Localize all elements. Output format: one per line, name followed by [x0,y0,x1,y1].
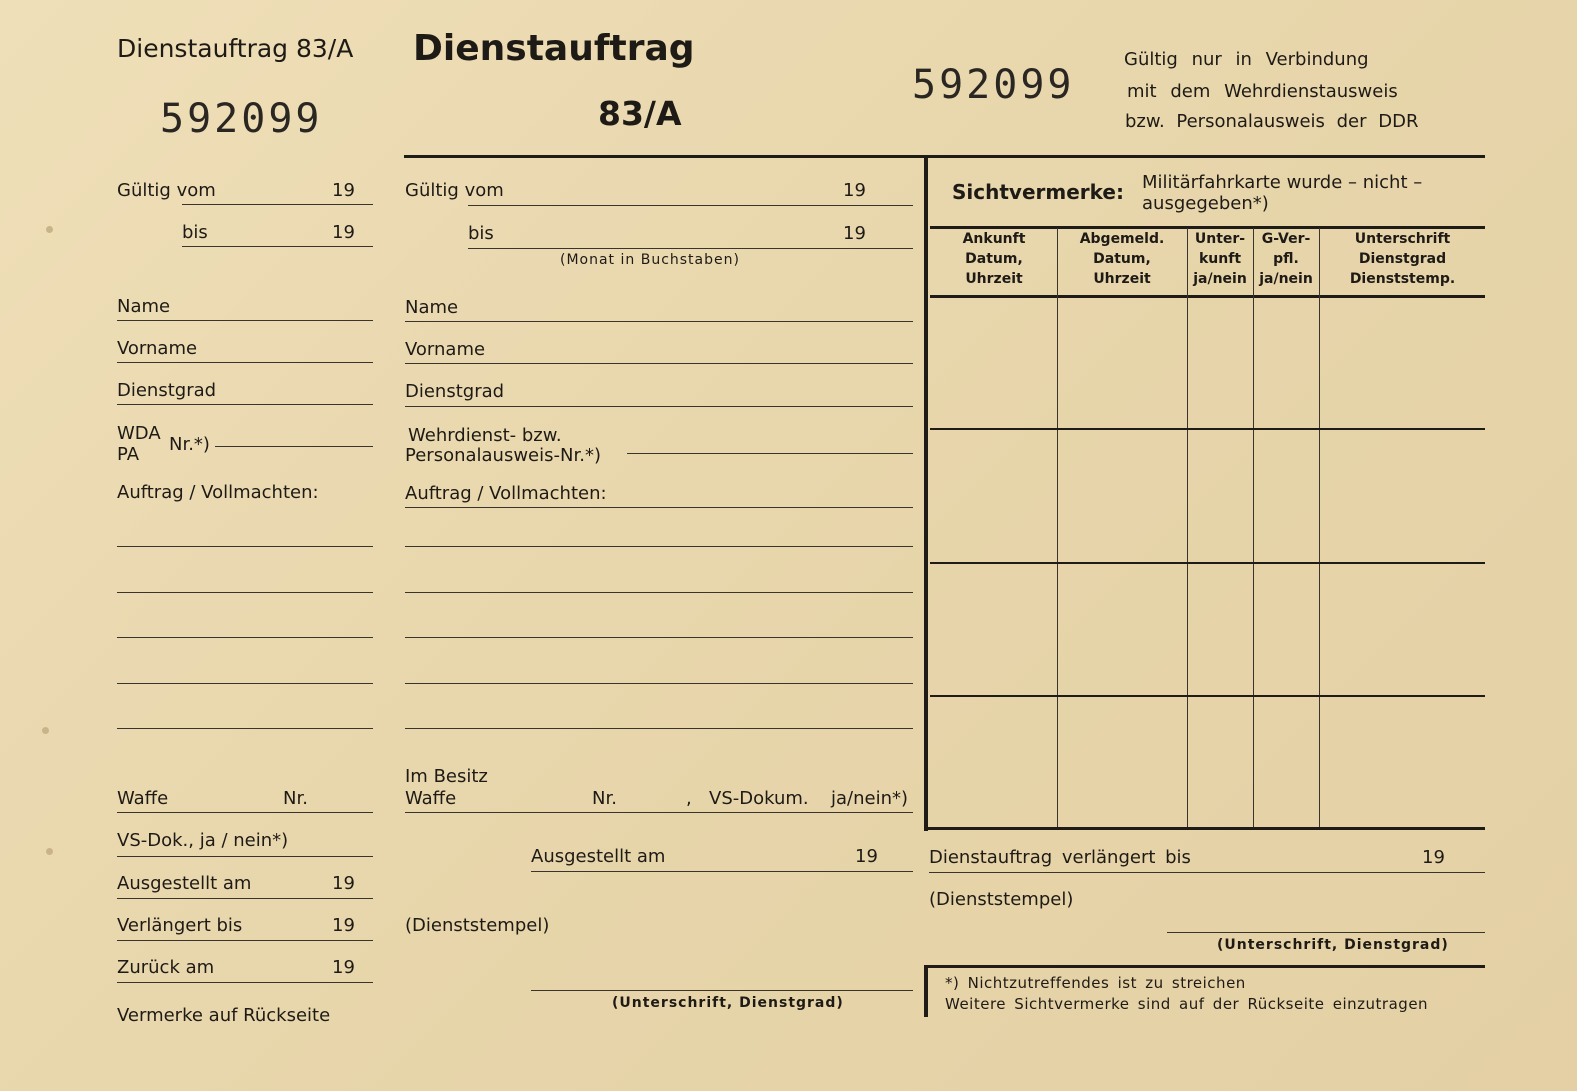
stub-issued-field[interactable] [117,898,373,899]
visa-entry-row[interactable] [930,565,1485,693]
main-vs-dok-yes-no: ja/nein*) [831,788,909,809]
visa-row-divider [930,428,1485,430]
right-serial-number: 592099 [912,62,1075,108]
stub-issued-label: Ausgestellt am [117,873,252,894]
visa-col-header-arrival: Ankunft Datum, Uhrzeit [962,231,1026,287]
visa-bottom-rule [924,827,1485,830]
punch-hole [46,226,53,233]
main-id-label-line1: Wehrdienst- bzw. [408,425,562,446]
stub-first-name-field[interactable] [117,362,373,363]
main-valid-from-field[interactable] [468,205,913,206]
main-weapon-label: Waffe [405,788,457,809]
visa-entry-row[interactable] [930,298,1485,426]
main-top-rule [404,155,926,158]
main-issued-label: Ausgestellt am [531,846,666,867]
visa-note-line2: ausgegeben*) [1142,193,1269,214]
stub-order-line-5[interactable] [117,728,373,729]
stub-serial-number: 592099 [160,96,323,142]
stub-weapon-field[interactable] [117,812,373,813]
punch-hole [46,848,53,855]
main-id-label-line2: Personalausweis-Nr.*) [405,445,601,466]
main-order-line-1[interactable] [405,546,913,547]
main-order-line-3[interactable] [405,637,913,638]
stub-pa-label: PA [117,444,140,465]
stub-extended-field[interactable] [117,940,373,941]
footnote-top-rule [924,965,1485,968]
stub-valid-from-label: Gültig vom [117,180,216,201]
stub-extended-label: Verlängert bis [117,915,243,936]
main-vs-dok-label: VS-Dokum. [709,788,809,809]
visa-left-border [924,155,928,831]
visa-entry-row[interactable] [930,431,1485,560]
stub-valid-to-label: bis [182,222,208,243]
stub-issued-year: 19 [332,873,355,894]
main-valid-to-label: bis [468,223,494,244]
main-name-field[interactable] [405,321,913,322]
main-possession-label: Im Besitz [405,766,488,787]
stub-first-name-label: Vorname [117,338,198,359]
visa-col-header-departure: Abgemeld. Datum, Uhrzeit [1079,231,1165,287]
main-stamp-label: (Dienststempel) [405,915,550,936]
main-id-field[interactable] [627,453,913,454]
main-valid-from-year: 19 [843,180,866,201]
right-validity-line1: Gültig nur in Verbindung [1124,49,1369,70]
stub-returned-label: Zurück am [117,957,215,978]
stub-name-field[interactable] [117,320,373,321]
stub-wda-label: WDA [117,423,161,444]
right-extended-field[interactable] [929,872,1485,873]
right-signature-label: (Unterschrift, Dienstgrad) [1217,937,1449,953]
visa-top-rule [924,155,1485,158]
main-subtitle: 83/A [598,94,682,133]
stub-rank-label: Dienstgrad [117,380,217,401]
stub-vs-dok-label: VS-Dok., ja / nein*) [117,830,289,851]
punch-hole [42,727,49,734]
stub-order-line-2[interactable] [117,592,373,593]
stub-order-line-4[interactable] [117,683,373,684]
stub-extended-year: 19 [332,915,355,936]
visa-row-divider [930,562,1485,564]
right-extended-year: 19 [1422,847,1445,868]
stub-remarks-note: Vermerke auf Rückseite [117,1005,331,1026]
main-valid-to-year: 19 [843,223,866,244]
main-signature-field[interactable] [531,990,913,991]
main-order-line-5[interactable] [405,728,913,729]
visa-row-divider [930,695,1485,697]
footnote-left-border [924,965,928,1017]
main-issued-field[interactable] [531,871,913,872]
right-stamp-label: (Dienststempel) [929,889,1074,910]
right-validity-line3: bzw. Personalausweis der DDR [1125,111,1419,132]
main-name-label: Name [405,297,459,318]
stub-id-nr-label: Nr.*) [169,434,210,455]
main-rank-label: Dienstgrad [405,381,505,402]
stub-order-label: Auftrag / Vollmachten: [117,482,319,503]
main-title: Dienstauftrag [413,28,695,69]
stub-valid-from-year: 19 [332,180,355,201]
main-rank-field[interactable] [405,406,913,407]
main-weapon-field[interactable] [405,812,913,813]
visa-col-header-signature: Unterschrift Dienstgrad Dienststemp. [1349,231,1456,287]
main-order-line-2[interactable] [405,592,913,593]
visa-col-header-lodging: Unter- kunft ja/nein [1193,231,1247,287]
main-first-name-field[interactable] [405,363,913,364]
main-order-line-0[interactable] [405,507,913,508]
stub-valid-to-year: 19 [332,222,355,243]
stub-order-line-1[interactable] [117,546,373,547]
stub-title: Dienstauftrag 83/A [117,34,354,63]
main-month-hint: (Monat in Buchstaben) [560,252,740,268]
visa-title: Sichtvermerke: [952,180,1124,204]
main-order-label: Auftrag / Vollmachten: [405,483,607,504]
main-valid-to-field[interactable] [468,248,913,249]
right-validity-line2: mit dem Wehrdienstausweis [1127,81,1398,102]
stub-order-line-3[interactable] [117,637,373,638]
main-order-line-4[interactable] [405,683,913,684]
stub-returned-field[interactable] [117,982,373,983]
stub-returned-year: 19 [332,957,355,978]
footnote-line2: Weitere Sichtvermerke sind auf der Rückseite einzutragen [945,995,1429,1013]
stub-weapon-label: Waffe [117,788,169,809]
stub-valid-to-field[interactable] [182,246,373,247]
footnote-line1: *) Nichtzutreffendes ist zu streichen [945,974,1246,992]
visa-col-header-meals: G-Ver- pfl. ja/nein [1259,231,1313,287]
stub-rank-field[interactable] [117,404,373,405]
stub-name-label: Name [117,296,171,317]
right-extended-label: Dienstauftrag verlängert bis [929,847,1191,868]
visa-entry-row[interactable] [930,698,1485,825]
main-weapon-comma: , [686,788,692,809]
stub-valid-from-field[interactable] [182,204,373,205]
main-signature-label: (Unterschrift, Dienstgrad) [612,995,844,1011]
stub-weapon-nr-label: Nr. [283,788,308,809]
main-first-name-label: Vorname [405,339,486,360]
main-weapon-nr-label: Nr. [592,788,617,809]
stub-vs-dok-field[interactable] [117,856,373,857]
right-signature-field[interactable] [1167,932,1485,933]
main-valid-from-label: Gültig vom [405,180,504,201]
visa-note-line1: Militärfahrkarte wurde – nicht – [1142,172,1423,193]
main-issued-year: 19 [855,846,878,867]
stub-id-nr-field[interactable] [215,446,373,447]
